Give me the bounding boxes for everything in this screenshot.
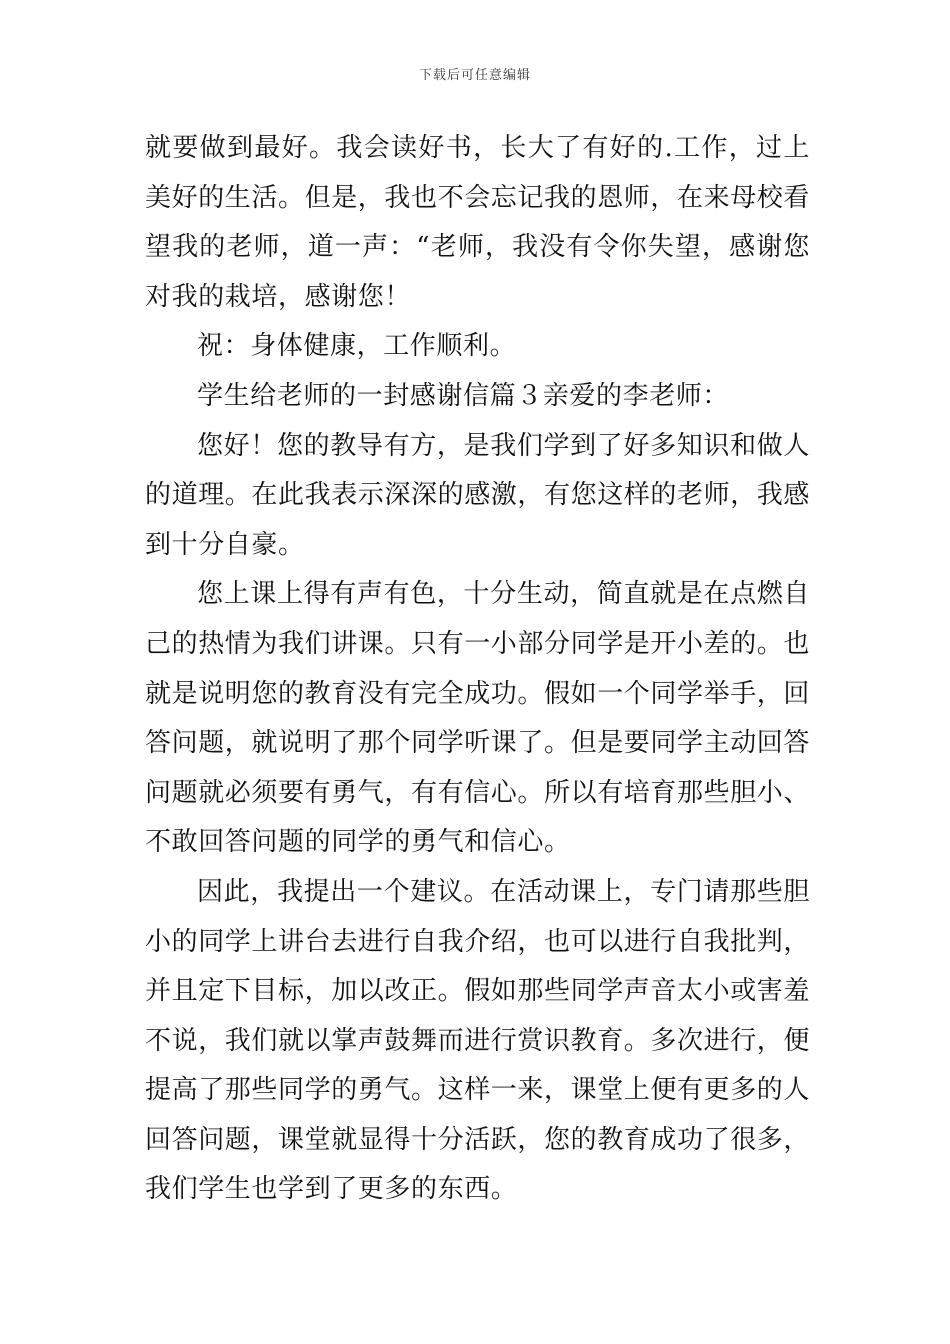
paragraph-suggestion: 因此，我提出一个建议。在活动课上，专门请那些胆小的同学上讲台去进行自我介绍，也可以进行自我批判，并且定下目标，加以改正。假如那些同学声音太小或害羞不说，我们就以掌声鼓舞而进行赏识教育。多次进行，便提高了那些同学的勇气。这样一来，课堂上便有更多的人回答问题，课堂就显得十分活跃，您的教育成功了很多，我们学生也学到了更多的东西。 [145,876,811,1205]
paragraph-letter-title: 学生给老师的一封感谢信篇３亲爱的李老师： [197,380,730,411]
page-header: 下载后可任意编辑 [418,68,531,83]
paragraph-class-description: 您上课上得有声有色，十分生动，简直就是在点燃自己的热情为我们讲课。只有一小部分同学是开小差的。也就是说明您的教育没有完全成功。假如一个同学举手，回答问题，就说明了那个同学听课了。但是要同学主动回答问题就必须要有勇气，有有信心。所以有培育那些胆小、不敢回答问题的同学的勇气和信心。 [145,579,811,858]
paragraph-wishes: 祝：身体健康，工作顺利。 [197,331,517,362]
document-body [145,124,810,1215]
paragraph-continuation: 就要做到最好。我会读好书，长大了有好的.工作，过上美好的生活。但是，我也不会忘记我的恩师，在来母校看望我的老师，道一声：“老师，我没有令你失望，感谢您对我的栽培，感谢您！ [145,133,811,312]
paragraph-greeting: 您好！您的教导有方，是我们学到了好多知识和做人的道理。在此我表示深深的感激，有您这样的老师，我感到十分自豪。 [145,430,811,560]
